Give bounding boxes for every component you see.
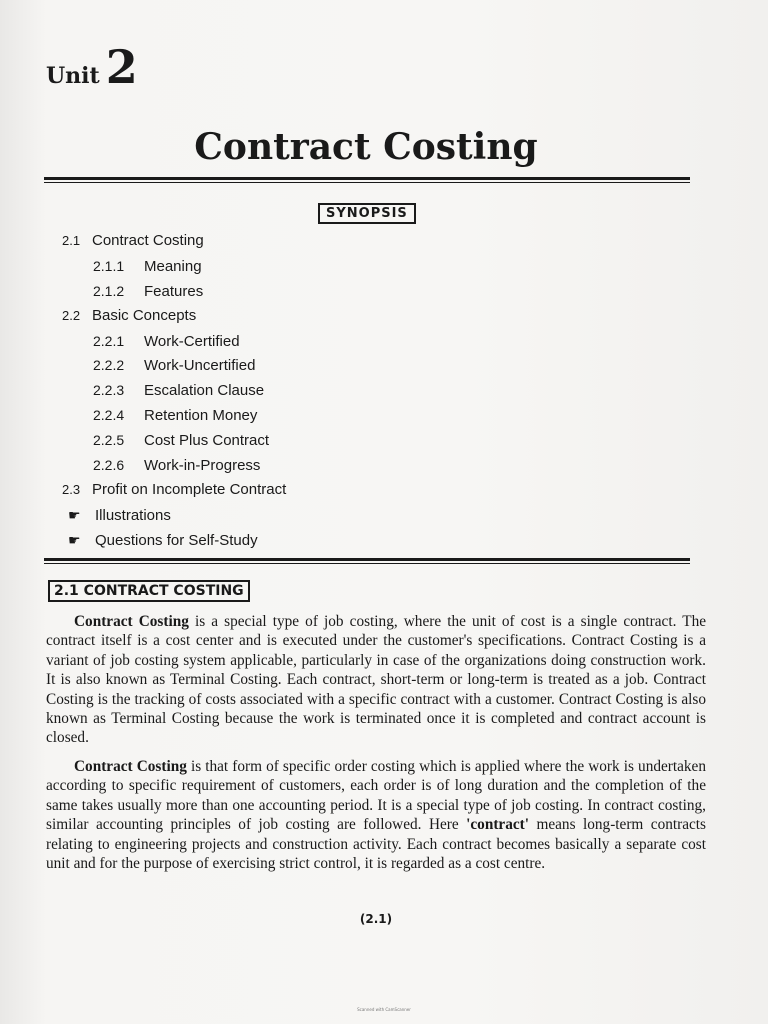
synopsis-item-text: Meaning — [144, 257, 202, 275]
synopsis-item-text: Work-Uncertified — [144, 357, 256, 375]
synopsis-item-text: Work-Certified — [144, 332, 240, 350]
synopsis-item — [62, 453, 662, 478]
synopsis-item-number: 2.3 — [62, 481, 81, 497]
title-divider — [44, 177, 690, 183]
synopsis-item-number: 2.2.4 — [93, 407, 125, 424]
synopsis-item-number: 2.1.2 — [93, 282, 125, 299]
synopsis-item-text: Questions for Self-Study — [95, 531, 258, 549]
synopsis-item-text: Illustrations — [95, 506, 171, 524]
section-heading: 2.1 CONTRACT COSTING — [48, 580, 250, 602]
synopsis-label: SYNOPSIS — [318, 203, 416, 224]
synopsis-list — [62, 229, 662, 553]
synopsis-item — [62, 304, 662, 329]
synopsis-item-text: Work-in-Progress — [144, 457, 261, 475]
paragraph-2-term: 'contract' — [466, 816, 529, 834]
synopsis-item — [62, 478, 662, 503]
synopsis-item — [62, 329, 662, 354]
synopsis-item — [62, 403, 662, 428]
synopsis-item-text: Escalation Clause — [144, 382, 265, 400]
synopsis-item-number: 2.1.1 — [93, 257, 125, 274]
synopsis-item — [62, 254, 662, 279]
synopsis-item-number: 2.1 — [62, 233, 81, 248]
pointing-hand-icon: ☛ — [68, 506, 81, 523]
paragraph-1-text: is a special type of job costing, where the unit of cost is a single contract. The contract itself is a cost center and is executed under the customer's specifications. Contract Costing is a variant of job costing system applicable, particularly in case of the organizations doing construction work. It is also known as Terminal Costing. Each contract, short-term or long-term is treated as a job. Contract Costing is the tracking of costs associated with a specific contract with a customer. Contract Costing is also known as Terminal Costing because the work is terminated once it is completed and contract account is closed. — [46, 613, 707, 747]
synopsis-item-number: 2.2.5 — [93, 432, 125, 449]
synopsis-item-number: 2.2 — [62, 307, 81, 323]
synopsis-item — [62, 229, 662, 254]
synopsis-item-text: Cost Plus Contract — [144, 432, 270, 450]
paragraph-1 — [46, 612, 706, 748]
scanner-watermark: Scanned with CamScanner — [357, 1007, 411, 1012]
synopsis-item-text: Profit on Incomplete Contract — [92, 480, 287, 498]
paragraph-1-lead: Contract Costing — [74, 613, 189, 630]
synopsis-item-text: Contract Costing — [92, 232, 204, 249]
synopsis-item-text: Retention Money — [144, 407, 258, 425]
unit-word: Unit — [46, 63, 100, 89]
synopsis-item — [62, 428, 662, 453]
synopsis-divider — [44, 558, 690, 564]
synopsis-item-number: 2.2.6 — [93, 457, 125, 474]
paragraph-2-lead: Contract Costing — [74, 758, 187, 775]
unit-number: 2 — [105, 40, 138, 94]
synopsis-item — [62, 378, 662, 403]
synopsis-item-text: Features — [144, 282, 204, 300]
paragraph-2-text-b: means long-term contracts relating to engineering projects and construction activity. Each contract becomes basically a separate cost unit and for the purpose of exercising strict control, it is regarded as a cost centre. — [46, 816, 706, 873]
paragraph-2 — [46, 757, 706, 873]
synopsis-item-number: 2.2.1 — [93, 332, 125, 349]
synopsis-item-number: 2.2.3 — [93, 382, 125, 399]
paragraph-2-text-a: is that form of specific order costing which is applied where the work is undertaken according to specific requirement of customers, each order is of long duration and the completion of the same takes usually more than one accounting period. It is a special type of job costing. In contract costing, similar accounting principles of job costing are followed. Here — [46, 758, 706, 834]
pointing-hand-icon: ☛ — [68, 531, 81, 548]
synopsis-bullet-item — [62, 503, 662, 528]
synopsis-item-number: 2.2.2 — [93, 357, 125, 374]
unit-label — [46, 40, 138, 94]
synopsis-bullet-item — [62, 528, 662, 553]
page-number — [0, 912, 768, 926]
chapter-title — [0, 126, 768, 168]
synopsis-item — [62, 353, 662, 378]
page-number-text: (2.1) — [359, 912, 393, 926]
chapter-title-text: Contract Costing — [194, 126, 538, 168]
synopsis-item-text: Basic Concepts — [92, 306, 197, 324]
synopsis-item — [62, 279, 662, 304]
